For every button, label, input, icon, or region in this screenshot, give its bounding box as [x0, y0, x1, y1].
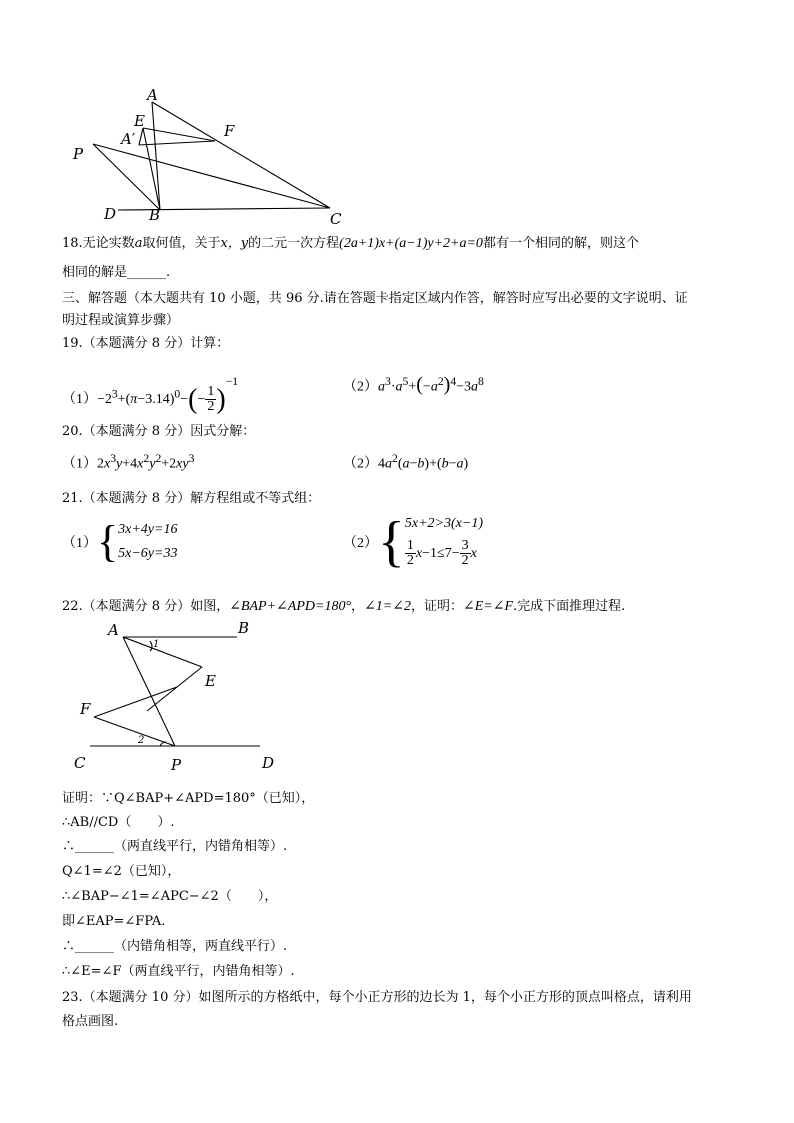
fig22-angle-1: 1: [153, 639, 160, 650]
question-21-heading: 21.（本题满分 8 分）解方程组或不等式组：: [62, 491, 321, 506]
label-C: C: [330, 210, 342, 228]
fig22-label-D: D: [262, 754, 275, 772]
q20-part-2-label: （2）: [343, 456, 378, 472]
proof-line-4: Q∠1=∠2（已知），: [62, 864, 181, 879]
question-23-line-2: 格点画图.: [62, 1014, 119, 1029]
q22-cond-1: ∠BAP+∠APD=180°: [229, 599, 352, 614]
q18-var-a: a: [134, 236, 143, 251]
question-20-heading: 20.（本题满分 8 分）因式分解：: [62, 424, 256, 439]
q19-part-2-label: （2）: [343, 379, 378, 395]
q21-p1-eq1: 3x+4y=16: [118, 522, 178, 537]
question-23-line-1: 23.（本题满分 10 分）如图所示的方格纸中，每个小正方形的边长为 1，每个小正方形的顶点叫格点，请利用: [62, 990, 692, 1005]
proof-line-3: ∴______（两直线平行，内错角相等）.: [62, 839, 288, 854]
fig22-label-E: E: [205, 672, 216, 690]
proof-line-7: ∴______（内错角相等，两直线平行）.: [62, 939, 288, 954]
proof-line-2: ∴AB//CD（ ）.: [62, 815, 175, 830]
proof-line-6: 即∠EAP=∠FPA.: [62, 914, 166, 929]
question-19-part-1: $(1)-2^3+(\pi-3.14)^0-(-$ $\frac{1}{2}$ )$^{-1}$: [62, 375, 239, 415]
fig22-label-A: A: [108, 621, 119, 639]
label-F: F: [224, 122, 235, 140]
fig22-label-P: P: [171, 756, 182, 774]
q21-part-1-label: （1）: [62, 536, 97, 551]
q21-p1-eq2: 5x−6y=33: [118, 546, 178, 561]
q18-equation: (2a+1)x+(a−1)y+2+a=0: [339, 236, 483, 251]
q21-part-2-label: （2）: [343, 536, 378, 551]
question-18-line-1: [62, 232, 639, 252]
section-3-heading: 三、解答题（本大题共有 10 小题，共 96 分.请在答题卡指定区域内作答，解答时应写出必要的文字说明、证: [62, 291, 688, 306]
q20-part-1-label: （1）: [62, 456, 97, 472]
fig22-label-B: B: [238, 619, 250, 637]
q18-var-xy: x，y: [220, 236, 249, 251]
parallel-lines-figure-22: [80, 620, 280, 760]
q18-text-b: 取何值，关于: [142, 236, 221, 251]
section-3-heading-line-2: 明过程或演算步骤）: [62, 313, 180, 328]
question-21-part-2: （2）{ 5x+2>3(x−1) $\frac{1}{2}$ x−1≤7− $\frac{3}{2}$ x: [343, 511, 483, 573]
q21-p2-eq2: $\frac{1}{2}$ x−1≤7− $\frac{3}{2}$ x: [406, 538, 477, 569]
q22-cond-2: ∠1=∠2: [364, 599, 411, 614]
question-21-part-1: （1）{ 3x+4y=16 5x−6y=33: [62, 517, 178, 566]
label-D: D: [104, 205, 117, 223]
q21-p2-eq1: 5x+2>3(x−1): [404, 516, 483, 531]
question-20-part-1: $(1)2x^3y+4x^2y^2+2xy^3$: [62, 452, 195, 472]
question-20-part-2: $(2)4a^2(a-b)+(b-a)$: [343, 452, 469, 472]
proof-line-1: 证明：∵Q∠BAP+∠APD=180°（已知），: [62, 791, 315, 806]
question-22-heading: 22.（本题满分 8 分）如图，∠BAP+∠APD=180°，∠1=∠2，证明：∠E=∠F.完成下面推理过程.: [62, 599, 626, 614]
proof-line-5: ∴∠BAP−∠1=∠APC−∠2（ ），: [62, 889, 278, 904]
q22-conclusion: ∠E=∠F: [463, 599, 514, 614]
label-A-prime: A′: [121, 130, 136, 148]
q18-text-d: 都有一个相同的解，则这个: [482, 236, 639, 251]
fig22-label-F: F: [80, 700, 91, 718]
label-B: B: [149, 206, 161, 224]
question-19-heading: 19.（本题满分 8 分）计算：: [62, 336, 230, 351]
question-19-part-2: $(2)a^3\cdot a^5+(-a^2)^4-3a^8$: [343, 373, 484, 396]
question-18-line-2: 相同的解是______.: [62, 265, 171, 280]
q19-part-1-label: （1）: [62, 392, 97, 407]
label-P: P: [73, 145, 84, 163]
label-E: E: [134, 112, 145, 130]
proof-line-8: ∴∠E=∠F（两直线平行，内错角相等）.: [62, 964, 295, 979]
q18-text-a: 18.无论实数: [62, 236, 135, 251]
q18-text-c: 的二元一次方程: [248, 236, 340, 251]
fig22-angle-2: 2: [138, 735, 145, 746]
fig22-label-C: C: [74, 754, 86, 772]
label-A: A: [147, 86, 158, 104]
